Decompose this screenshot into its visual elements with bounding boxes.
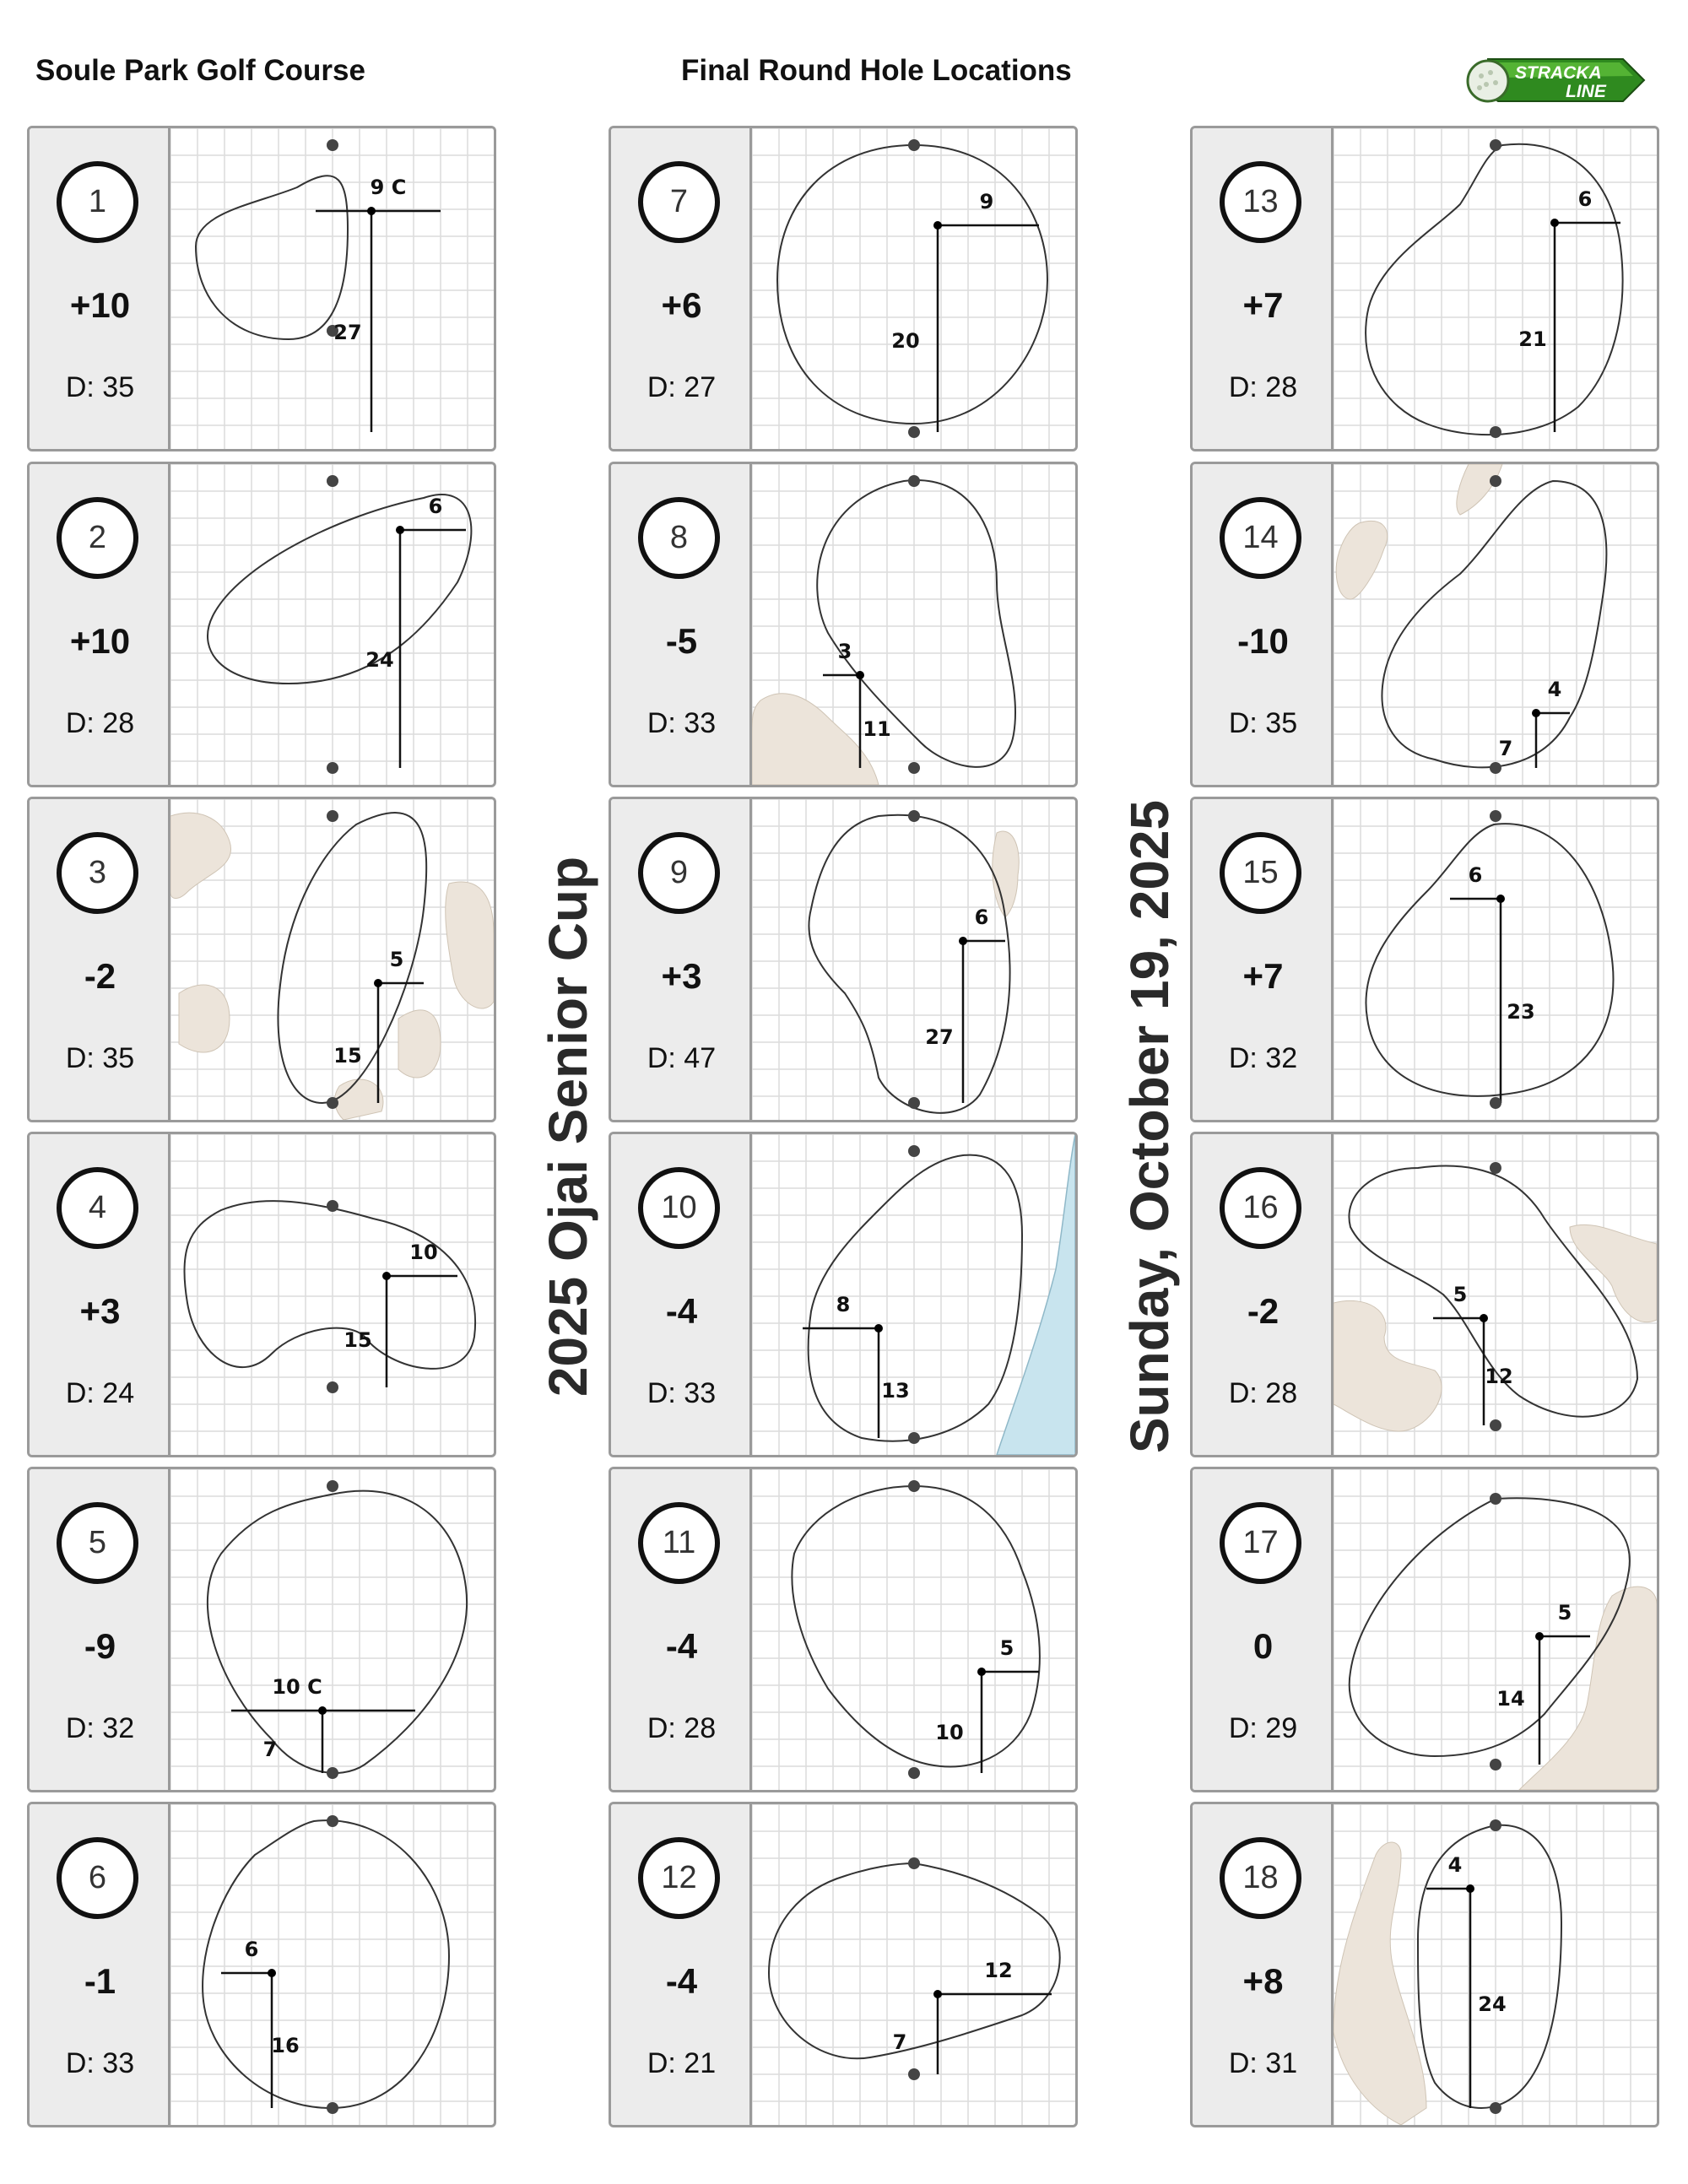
side-distance: 8 (836, 1293, 851, 1316)
hole-score: +10 (69, 285, 131, 325)
hole-score: -10 (1237, 621, 1289, 661)
bunker (1336, 521, 1388, 599)
side-distance: 6 (244, 1938, 259, 1961)
pin-location (318, 1706, 327, 1715)
grid-lines (752, 799, 1075, 1120)
green-diagram (170, 128, 494, 449)
bunker (993, 831, 1019, 917)
green-diagram (170, 799, 494, 1120)
back-marker (908, 1097, 920, 1109)
side-distance: 5 (1453, 1283, 1468, 1306)
green-outline (777, 145, 1047, 424)
back-marker (1490, 762, 1501, 774)
side-distance: 3 (837, 640, 852, 663)
hole-info-panel (1193, 1804, 1334, 2125)
hole-info-panel (30, 464, 170, 785)
hole-score: +8 (1242, 1961, 1284, 2001)
hole-score: -2 (1247, 1291, 1280, 1331)
depth-distance: 20 (891, 329, 920, 353)
green-diagram (752, 1804, 1075, 2125)
pin-location (1480, 1314, 1488, 1322)
front-marker (327, 1815, 338, 1827)
depth-distance: 27 (925, 1025, 954, 1049)
green-diagram (752, 1134, 1075, 1455)
hole-card (1190, 1467, 1659, 1792)
green-depth: D: 28 (647, 1712, 717, 1744)
back-marker (908, 2068, 920, 2080)
depth-distance: 7 (262, 1738, 278, 1761)
side-distance: 4 (1547, 678, 1562, 701)
side-distance: 9 C (370, 176, 407, 199)
pin-location (396, 526, 404, 534)
green-depth: D: 28 (1228, 1377, 1298, 1409)
hole-score: +3 (79, 1291, 121, 1331)
bunker (446, 882, 494, 1008)
green-outline (809, 815, 1009, 1113)
side-distance: 9 (979, 190, 994, 214)
hole-card (1190, 1802, 1659, 2127)
depth-distance: 10 (935, 1721, 964, 1744)
depth-distance: 7 (892, 2030, 907, 2054)
hole-info-panel (30, 799, 170, 1120)
event-title: 2025 Ojai Senior Cup (538, 856, 598, 1397)
pin-location (374, 979, 382, 987)
front-marker (1490, 139, 1501, 151)
grid-lines (1334, 799, 1657, 1120)
back-marker (327, 2102, 338, 2114)
front-marker (1490, 475, 1501, 487)
back-marker (908, 1432, 920, 1444)
hole-score: -2 (84, 956, 116, 996)
green-diagram (170, 1804, 494, 2125)
front-marker (908, 475, 920, 487)
hole-number: 16 (1220, 1167, 1301, 1249)
grid-lines (752, 128, 1075, 449)
hole-number: 13 (1220, 161, 1301, 243)
hole-card (27, 797, 496, 1122)
stracka-line-logo (1464, 52, 1646, 108)
hole-score: +7 (1242, 956, 1284, 996)
hole-info-panel (30, 1134, 170, 1455)
bunker (179, 985, 230, 1052)
hole-number: 1 (57, 161, 138, 243)
back-marker (327, 1097, 338, 1109)
depth-distance: 11 (863, 717, 891, 741)
hole-card (1190, 126, 1659, 451)
front-marker (908, 1145, 920, 1157)
back-marker (1490, 1097, 1501, 1109)
green-depth: D: 32 (65, 1712, 135, 1744)
pin-location (1496, 895, 1505, 903)
course-name: Soule Park Golf Course (35, 54, 365, 87)
pin-location (856, 671, 864, 679)
front-marker (1490, 1162, 1501, 1174)
back-marker (327, 762, 338, 774)
hole-info-panel (30, 1804, 170, 2125)
logo-line-1: STRACKA (1515, 63, 1602, 83)
side-distance: 5 (389, 948, 404, 971)
side-distance: 6 (974, 905, 989, 929)
hole-card (609, 1467, 1078, 1792)
green-diagram (1334, 464, 1657, 785)
green-depth: D: 47 (647, 1042, 717, 1074)
green-diagram (752, 799, 1075, 1120)
hole-number: 15 (1220, 832, 1301, 914)
green-depth: D: 29 (1228, 1712, 1298, 1744)
pin-location (977, 1668, 986, 1676)
green-diagram (1334, 128, 1657, 449)
hole-score: +6 (661, 285, 702, 325)
pin-location (1466, 1884, 1474, 1893)
hole-number: 9 (638, 832, 720, 914)
depth-distance: 7 (1498, 737, 1513, 760)
green-depth: D: 32 (1228, 1042, 1298, 1074)
grid-lines (170, 1469, 494, 1790)
bunker (1570, 1224, 1657, 1322)
front-marker (327, 475, 338, 487)
hole-number: 5 (57, 1502, 138, 1584)
front-marker (327, 1480, 338, 1492)
hole-number: 11 (638, 1502, 720, 1584)
hole-info-panel (611, 128, 752, 449)
green-depth: D: 33 (647, 1377, 717, 1409)
green-depth: D: 28 (1228, 371, 1298, 403)
green-outline (1382, 481, 1607, 767)
hole-info-panel (611, 1469, 752, 1790)
grid-lines (170, 464, 494, 785)
back-marker (908, 762, 920, 774)
pin-location (874, 1324, 883, 1333)
front-marker (908, 1857, 920, 1869)
hole-info-panel (30, 1469, 170, 1790)
hole-card (27, 126, 496, 451)
hole-score: -4 (665, 1291, 698, 1331)
green-diagram (752, 1469, 1075, 1790)
side-distance: 4 (1447, 1853, 1463, 1877)
depth-distance: 14 (1496, 1687, 1525, 1711)
front-marker (1490, 1819, 1501, 1831)
front-marker (327, 139, 338, 151)
hole-number: 17 (1220, 1502, 1301, 1584)
green-outline (817, 480, 1015, 767)
depth-distance: 15 (344, 1328, 372, 1352)
hole-info-panel (611, 799, 752, 1120)
hole-score: -5 (665, 621, 698, 661)
front-marker (327, 810, 338, 822)
front-marker (908, 810, 920, 822)
back-marker (1490, 1419, 1501, 1431)
hole-number: 2 (57, 497, 138, 579)
grid-lines (1334, 464, 1657, 785)
logo-line-2: LINE (1566, 82, 1606, 101)
pin-location (933, 221, 942, 230)
golf-ball-icon (1468, 61, 1508, 101)
hole-number: 7 (638, 161, 720, 243)
pin-location (367, 207, 376, 215)
green-diagram (1334, 1134, 1657, 1455)
pin-location (959, 937, 967, 945)
water-hazard (997, 1134, 1075, 1455)
back-marker (1490, 1759, 1501, 1770)
bunker (335, 1079, 383, 1120)
green-outline (184, 1201, 475, 1369)
depth-distance: 16 (271, 2034, 300, 2057)
side-distance: 10 C (272, 1675, 322, 1699)
front-marker (327, 1200, 338, 1212)
green-depth: D: 21 (647, 2047, 717, 2079)
green-depth: D: 33 (647, 707, 717, 739)
back-marker (327, 1381, 338, 1393)
hole-score: +7 (1242, 285, 1284, 325)
depth-distance: 15 (333, 1044, 362, 1068)
hole-card (1190, 462, 1659, 787)
hole-info-panel (30, 128, 170, 449)
green-diagram (1334, 799, 1657, 1120)
hole-score: -1 (84, 1961, 116, 2001)
green-diagram (1334, 1804, 1657, 2125)
hole-score: +3 (661, 956, 702, 996)
hole-score: 0 (1252, 1626, 1274, 1666)
green-diagram (170, 464, 494, 785)
green-outline (792, 1486, 1040, 1767)
hole-number: 6 (57, 1837, 138, 1919)
hole-number: 14 (1220, 497, 1301, 579)
hole-score: -9 (84, 1626, 116, 1666)
green-outline (196, 176, 348, 339)
hole-info-panel (1193, 799, 1334, 1120)
hole-number: 4 (57, 1167, 138, 1249)
hole-card (27, 1132, 496, 1457)
back-marker (908, 1767, 920, 1779)
hole-number: 12 (638, 1837, 720, 1919)
green-outline (208, 1491, 467, 1773)
green-depth: D: 35 (1228, 707, 1298, 739)
hole-number: 10 (638, 1167, 720, 1249)
hole-info-panel (1193, 1469, 1334, 1790)
back-marker (1490, 2102, 1501, 2114)
back-marker (1490, 426, 1501, 438)
green-depth: D: 33 (65, 2047, 135, 2079)
back-marker (327, 1767, 338, 1779)
hole-info-panel (611, 464, 752, 785)
green-diagram (752, 128, 1075, 449)
hole-card (27, 1467, 496, 1792)
side-distance: 12 (984, 1959, 1013, 1982)
front-marker (908, 1480, 920, 1492)
hole-info-panel (1193, 1134, 1334, 1455)
back-marker (908, 426, 920, 438)
hole-card (609, 797, 1078, 1122)
hole-number: 8 (638, 497, 720, 579)
side-distance: 5 (1557, 1601, 1572, 1624)
hole-card (1190, 1132, 1659, 1457)
depth-distance: 27 (333, 321, 362, 344)
depth-distance: 21 (1518, 327, 1547, 351)
event-date: Sunday, October 19, 2025 (1119, 799, 1180, 1454)
hole-info-panel (611, 1134, 752, 1455)
green-outline (208, 495, 471, 684)
side-distance: 6 (1577, 187, 1593, 211)
hole-score: -4 (665, 1626, 698, 1666)
hole-card (27, 462, 496, 787)
green-depth: D: 35 (65, 1042, 135, 1074)
depth-distance: 23 (1507, 1000, 1535, 1024)
green-depth: D: 31 (1228, 2047, 1298, 2079)
hole-card (1190, 797, 1659, 1122)
round-title: Final Round Hole Locations (681, 54, 1072, 87)
hole-score: -4 (665, 1961, 698, 2001)
side-distance: 10 (409, 1241, 438, 1264)
green-diagram (170, 1134, 494, 1455)
depth-distance: 24 (1478, 1992, 1507, 2016)
grid-lines (170, 1134, 494, 1455)
green-depth: D: 24 (65, 1377, 135, 1409)
green-depth: D: 35 (65, 371, 135, 403)
green-diagram (1334, 1469, 1657, 1790)
hole-info-panel (611, 1804, 752, 2125)
hole-score: +10 (69, 621, 131, 661)
pin-location (1535, 1632, 1544, 1641)
depth-distance: 13 (881, 1379, 910, 1403)
front-marker (1490, 810, 1501, 822)
front-marker (1490, 1493, 1501, 1505)
hole-card (609, 1802, 1078, 2127)
green-depth: D: 27 (647, 371, 717, 403)
pin-location (268, 1969, 276, 1977)
side-distance: 6 (1468, 863, 1483, 887)
pin-location (933, 1990, 942, 1998)
green-diagram (170, 1469, 494, 1790)
hole-card (609, 1132, 1078, 1457)
bunker (398, 1010, 441, 1078)
hole-card (609, 462, 1078, 787)
side-distance: 5 (999, 1636, 1014, 1660)
hole-number: 3 (57, 832, 138, 914)
grid-lines (170, 1804, 494, 2125)
hole-number: 18 (1220, 1837, 1301, 1919)
green-diagram (752, 464, 1075, 785)
green-outline (203, 1820, 449, 2108)
front-marker (908, 139, 920, 151)
depth-distance: 12 (1485, 1365, 1513, 1388)
pin-location (1550, 219, 1559, 227)
pin-location (382, 1272, 391, 1280)
grid-lines (1334, 128, 1657, 449)
hole-info-panel (1193, 464, 1334, 785)
pin-location (1532, 709, 1540, 717)
hole-card (27, 1802, 496, 2127)
hole-card (609, 126, 1078, 451)
green-depth: D: 28 (65, 707, 135, 739)
side-distance: 6 (428, 495, 443, 518)
depth-distance: 24 (365, 648, 394, 672)
hole-info-panel (1193, 128, 1334, 449)
